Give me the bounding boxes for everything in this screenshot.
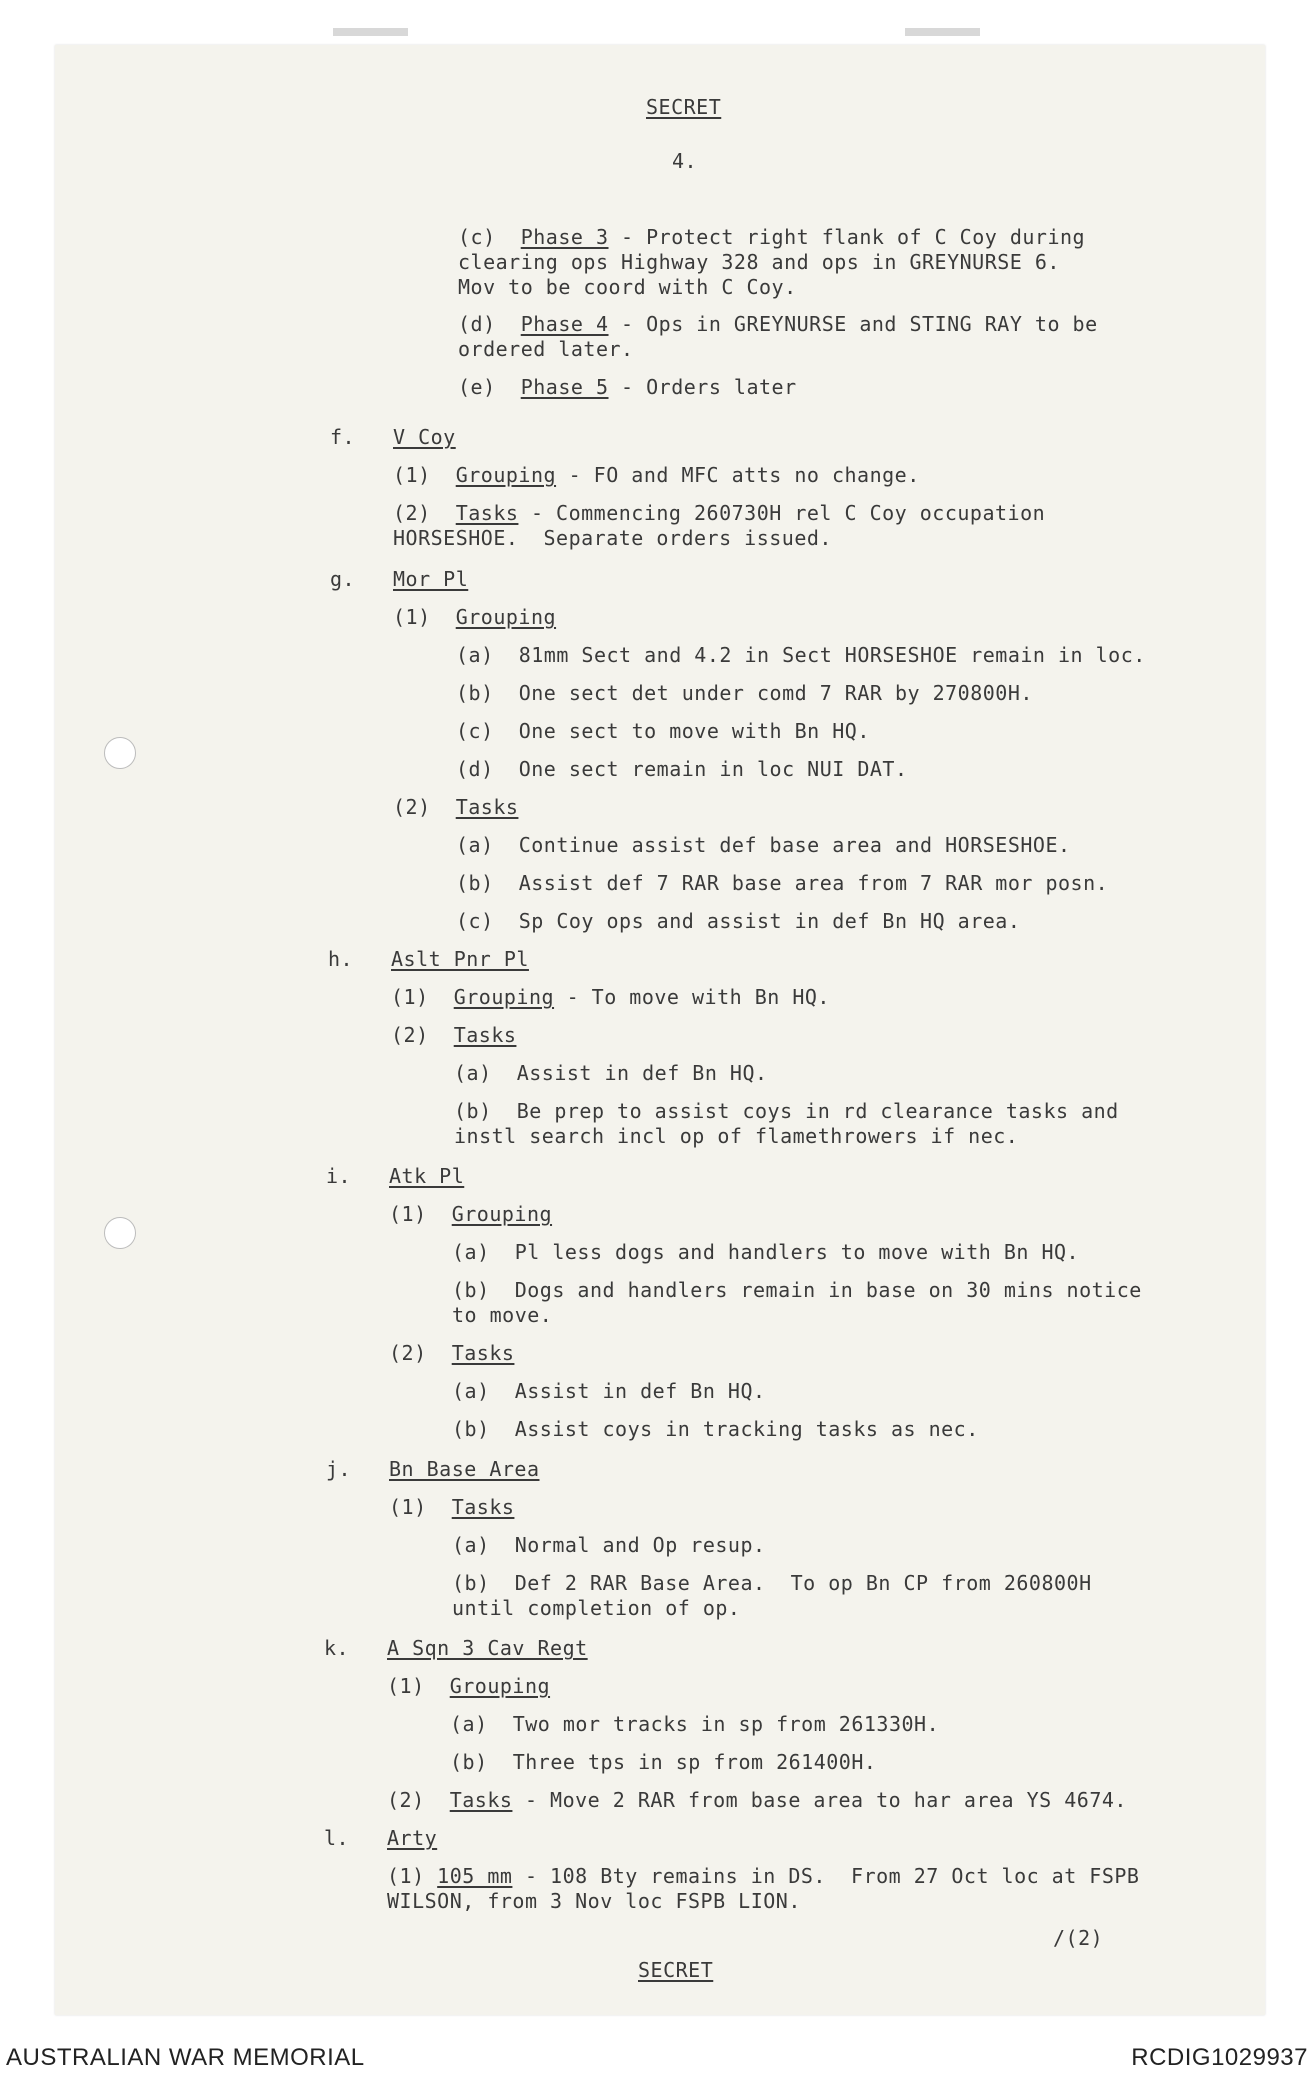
punch-hole — [104, 737, 136, 769]
scan-edge-mark — [333, 28, 408, 36]
continuation-marker: /(2) — [1053, 1926, 1104, 1950]
list-item — [452, 1532, 766, 1558]
list-item — [456, 642, 1146, 668]
list-item-line-2: to move. — [452, 1303, 553, 1327]
para-marker: (1) — [387, 1674, 425, 1698]
item-marker: (d) — [458, 312, 496, 336]
list-item — [456, 756, 908, 782]
para-text: - Commencing 260730H rel C Coy occupation — [518, 501, 1046, 525]
item-marker: (c) — [456, 909, 494, 933]
item-text: Assist in def Bn HQ. — [514, 1379, 766, 1403]
classification-footer: SECRET — [638, 1958, 714, 1982]
paragraph-line — [387, 1673, 550, 1699]
item-marker: (b) — [454, 1099, 492, 1123]
page-number: 4. — [672, 149, 698, 173]
section-letter: f. — [330, 425, 356, 449]
paragraph-line-2: WILSON, from 3 Nov loc FSPB LION. — [387, 1889, 801, 1913]
list-item — [452, 1239, 1079, 1265]
phase-title: Phase 3 — [520, 225, 609, 249]
item-text: Normal and Op resup. — [514, 1533, 766, 1557]
item-text: Sp Coy ops and assist in def Bn HQ area. — [518, 909, 1021, 933]
section-title: Arty — [387, 1826, 438, 1850]
item-marker: (a) — [450, 1712, 488, 1736]
item-marker: (a) — [452, 1240, 490, 1264]
item-text: Dogs and handlers remain in base on 30 mins notice — [514, 1278, 1142, 1302]
paragraph-line — [389, 1201, 552, 1227]
list-item — [452, 1378, 766, 1404]
scan-edge-mark — [905, 28, 980, 36]
para-label: Tasks — [451, 1341, 515, 1365]
section-letter: l. — [324, 1826, 350, 1850]
para-marker: (1) — [389, 1202, 427, 1226]
item-text: One sect det under comd 7 RAR by 270800H. — [518, 681, 1033, 705]
section-letter: k. — [324, 1636, 350, 1660]
list-item — [454, 1098, 1119, 1124]
item-marker: (a) — [454, 1061, 492, 1085]
list-item — [456, 870, 1108, 896]
list-item — [456, 680, 1033, 706]
item-marker: (b) — [450, 1750, 488, 1774]
paragraph-line — [387, 1863, 1139, 1889]
para-marker: (2) — [387, 1788, 425, 1812]
para-label: Grouping — [451, 1202, 553, 1226]
paragraph-line-2: HORSESHOE. Separate orders issued. — [393, 526, 832, 550]
para-text: - To move with Bn HQ. — [554, 985, 830, 1009]
paragraph-line — [387, 1787, 1127, 1813]
phase-title: Phase 5 — [520, 375, 609, 399]
item-text: Pl less dogs and handlers to move with Bn HQ. — [514, 1240, 1080, 1264]
para-marker: (1) — [393, 605, 431, 629]
list-item — [452, 1570, 1092, 1596]
item-text: Three tps in sp from 261400H. — [512, 1750, 877, 1774]
para-marker: (1) — [391, 985, 429, 1009]
para-label: Tasks — [451, 1495, 515, 1519]
list-item — [456, 908, 1020, 934]
section-letter: j. — [326, 1457, 352, 1481]
item-marker: (c) — [458, 225, 496, 249]
archive-id: RCDIG1029937 — [1131, 2044, 1308, 2071]
item-marker: (d) — [456, 757, 494, 781]
section-letter: h. — [328, 947, 354, 971]
phase-4-line-2: ordered later. — [458, 337, 634, 361]
para-text: - 108 Bty remains in DS. From 27 Oct loc at FSPB — [512, 1864, 1140, 1888]
section-letter: g. — [330, 567, 356, 591]
item-text: Assist def 7 RAR base area from 7 RAR mor posn. — [518, 871, 1109, 895]
para-marker: (2) — [391, 1023, 429, 1047]
section-title: A Sqn 3 Cav Regt — [387, 1636, 588, 1660]
phase-title: Phase 4 — [520, 312, 609, 336]
item-text: 81mm Sect and 4.2 in Sect HORSESHOE remain in loc. — [518, 643, 1146, 667]
phase-5-line — [458, 374, 797, 400]
item-marker: (a) — [452, 1379, 490, 1403]
paragraph-line — [391, 984, 830, 1010]
para-marker: (1) — [393, 463, 431, 487]
item-marker: (a) — [456, 643, 494, 667]
phase-4-line — [458, 311, 1098, 337]
paragraph-line — [393, 500, 1045, 526]
list-item — [456, 832, 1071, 858]
item-text: Def 2 RAR Base Area. To op Bn CP from 260800H — [514, 1571, 1092, 1595]
para-label: Grouping — [455, 605, 557, 629]
section-title: V Coy — [393, 425, 456, 449]
phase-3-line — [458, 224, 1085, 250]
item-marker: (a) — [456, 833, 494, 857]
para-text: - Move 2 RAR from base area to har area YS 4674. — [512, 1788, 1127, 1812]
para-label: Grouping — [455, 463, 557, 487]
paragraph-line — [389, 1340, 514, 1366]
item-marker: (c) — [456, 719, 494, 743]
para-label: Tasks — [455, 795, 519, 819]
paragraph-line — [391, 1022, 516, 1048]
section-title: Bn Base Area — [389, 1457, 540, 1481]
item-marker: (b) — [456, 681, 494, 705]
item-marker: (b) — [452, 1571, 490, 1595]
paragraph-line — [389, 1494, 514, 1520]
phase-text: - Ops in GREYNURSE and STING RAY to be — [608, 312, 1098, 336]
item-marker: (b) — [452, 1278, 490, 1302]
section-title: Mor Pl — [393, 567, 469, 591]
item-marker: (a) — [452, 1533, 490, 1557]
archive-credit: AUSTRALIAN WAR MEMORIAL — [6, 2044, 365, 2071]
para-label: Tasks — [455, 501, 519, 525]
item-text: One sect remain in loc NUI DAT. — [518, 757, 908, 781]
paragraph-line — [393, 462, 920, 488]
section-title: Atk Pl — [389, 1164, 465, 1188]
list-item-line-2: until completion of op. — [452, 1596, 741, 1620]
list-item-line-2: instl search incl op of flamethrowers if nec. — [454, 1124, 1019, 1148]
phase-text: - Orders later — [608, 375, 797, 399]
item-marker: (b) — [452, 1417, 490, 1441]
phase-3-line-3: Mov to be coord with C Coy. — [458, 275, 797, 299]
item-text: Continue assist def base area and HORSESHOE. — [518, 833, 1071, 857]
list-item — [456, 718, 870, 744]
para-label: 105 mm — [437, 1864, 513, 1888]
paragraph-line — [393, 604, 556, 630]
para-label: Grouping — [449, 1674, 551, 1698]
para-marker: (2) — [393, 795, 431, 819]
para-text: - FO and MFC atts no change. — [556, 463, 920, 487]
item-text: Be prep to assist coys in rd clearance tasks and — [516, 1099, 1119, 1123]
classification-header: SECRET — [646, 95, 722, 119]
para-marker: (1) — [387, 1864, 425, 1888]
item-text: Two mor tracks in sp from 261330H. — [512, 1712, 940, 1736]
para-label: Tasks — [449, 1788, 513, 1812]
para-marker: (1) — [389, 1495, 427, 1519]
punch-hole — [104, 1217, 136, 1249]
para-label: Tasks — [453, 1023, 517, 1047]
para-label: Grouping — [453, 985, 555, 1009]
phase-text: - Protect right flank of C Coy during — [608, 225, 1086, 249]
item-text: Assist coys in tracking tasks as nec. — [514, 1417, 979, 1441]
item-text: Assist in def Bn HQ. — [516, 1061, 768, 1085]
list-item — [454, 1060, 768, 1086]
para-marker: (2) — [393, 501, 431, 525]
item-text: One sect to move with Bn HQ. — [518, 719, 870, 743]
section-title: Aslt Pnr Pl — [391, 947, 529, 971]
list-item — [452, 1277, 1142, 1303]
para-marker: (2) — [389, 1341, 427, 1365]
list-item — [450, 1749, 876, 1775]
list-item — [450, 1711, 939, 1737]
phase-3-line-2: clearing ops Highway 328 and ops in GREYNURSE 6. — [458, 250, 1060, 274]
paragraph-line — [393, 794, 518, 820]
section-letter: i. — [326, 1164, 352, 1188]
item-marker: (e) — [458, 375, 496, 399]
item-marker: (b) — [456, 871, 494, 895]
list-item — [452, 1416, 979, 1442]
